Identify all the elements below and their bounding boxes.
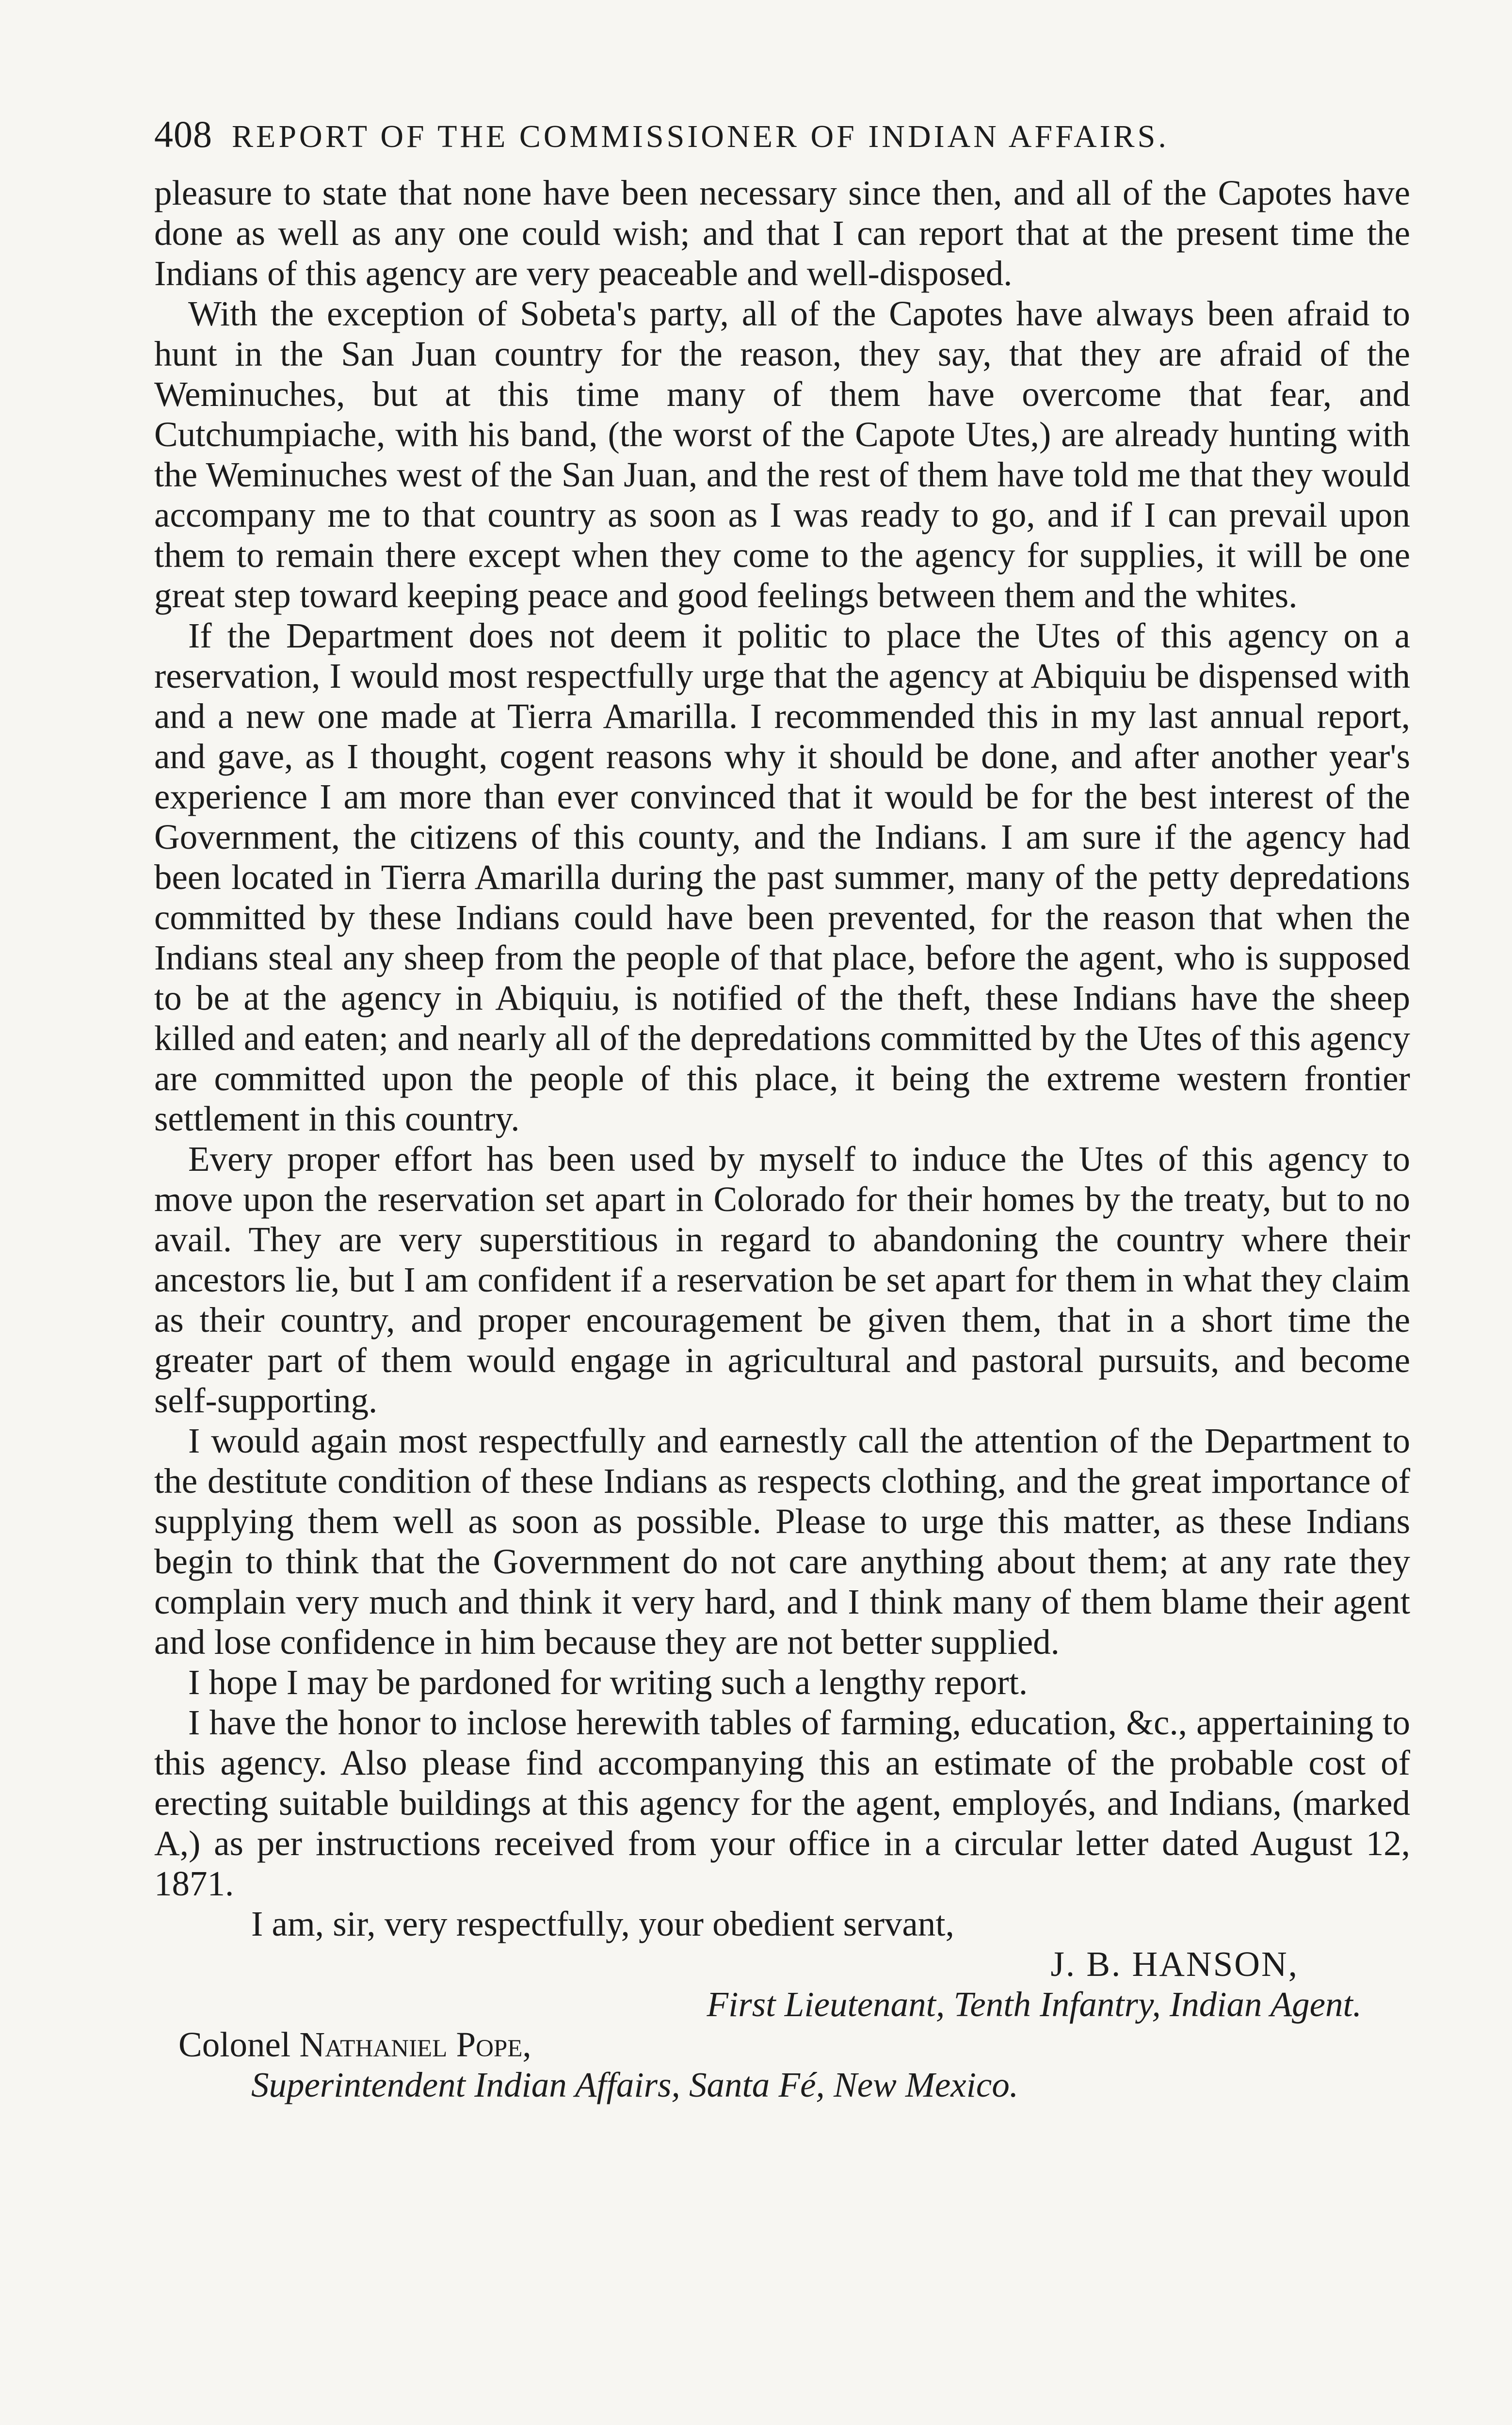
paragraph: I hope I may be pardoned for writing such a lengthy report. xyxy=(188,1663,1028,1702)
paragraph: I would again most respectfully and earnestly call the attention of the Department to the destitute condition of these Indians as respects clothing, and the great importance of supplying them well as soon as possible. Please to urge this matter, as these Indians begin to think that the Government do not care anything about them; at any rate they complain very much and think it very hard, and I think many of them blame their agent and lose confidence in him because they are not better supplied. xyxy=(154,1421,1410,1662)
addressee-line xyxy=(154,2024,1410,2065)
addressee-position: Superintendent Indian Affairs, Santa Fé, New Mexico. xyxy=(251,2065,1019,2104)
paragraph: Every proper effort has been used by myself to induce the Utes of this agency to move upon the reservation set apart in Colorado for their homes by the treaty, but to no avail. They are very superstitious in regard to abandoning the country where their ancestors lie, but I am confident if a reservation be set apart for them in what they claim as their country, and proper encouragement be given them, that in a short time the greater part of them would engage in agricultural and pastoral pursuits, and become self-supporting. xyxy=(154,1139,1410,1420)
closing-line: I am, sir, very respectfully, your obedient servant, xyxy=(251,1904,954,1943)
signer-name: J. B. HANSON, xyxy=(1050,1944,1299,1984)
paragraph: If the Department does not deem it politic to place the Utes of this agency on a reservation, I would most respectfully urge that the agency at Abiquiu be dispensed with and a new one made at Tierra Amarilla. I recommended this in my last annual report, and gave, as I thought, cogent reasons why it should be done, and after another year's experience I am more than ever convinced that it would be for the best interest of the Government, the citizens of this county, and the Indians. I am sure if the agency had been located in Tierra Amarilla during the past summer, many of the petty depredations committed by these Indians could have been prevented, for the reason that when the Indians steal any sheep from the people of that place, before the agent, who is supposed to be at the agency in Abiquiu, is notified of the theft, these Indians have the sheep killed and eaten; and nearly all of the depredations committed by the Utes of this agency are committed upon the people of this place, it being the extreme western frontier settlement in this country. xyxy=(154,616,1410,1138)
addressee-name: Nathaniel Pope, xyxy=(299,2025,531,2064)
running-header xyxy=(154,113,1410,166)
running-title: REPORT OF THE COMMISSIONER OF INDIAN AFFAIRS. xyxy=(232,119,1169,154)
paragraph: With the exception of Sobeta's party, all of the Capotes have always been afraid to hunt in the San Juan country for the reason, they say, that they are afraid of the Weminuches, but at this time many of them have overcome that fear, and Cutchumpiache, with his band, (the worst of the Capote Utes,) are already hunting with the Weminuches west of the San Juan, and the rest of them have told me that they would accompany me to that country as soon as I was ready to go, and if I can prevail upon them to remain there except when they come to the agency for supplies, it will be one great step toward keeping peace and good feelings between them and the whites. xyxy=(154,294,1410,615)
paragraph: I have the honor to inclose herewith tables of farming, education, &c., appertaining to this agency. Also please find accompanying this an estimate of the probable cost of erecting suitable buildings at this agency for the agent, employés, and Indians, (marked A,) as per instructions received from your office in a circular letter dated August 12, 1871. xyxy=(154,1703,1410,1903)
signer-title: First Lieutenant, Tenth Infantry, Indian Agent. xyxy=(707,1985,1362,2024)
addressee-rank: Colonel xyxy=(178,2025,291,2064)
page-number: 408 xyxy=(154,113,212,155)
report-body xyxy=(154,173,1410,1904)
paragraph: pleasure to state that none have been necessary since then, and all of the Capotes have done as well as any one could wish; and that I can report that at the present time the Indians of this agency are very peaceable and well-disposed. xyxy=(154,173,1410,293)
document-page xyxy=(154,113,1410,2105)
